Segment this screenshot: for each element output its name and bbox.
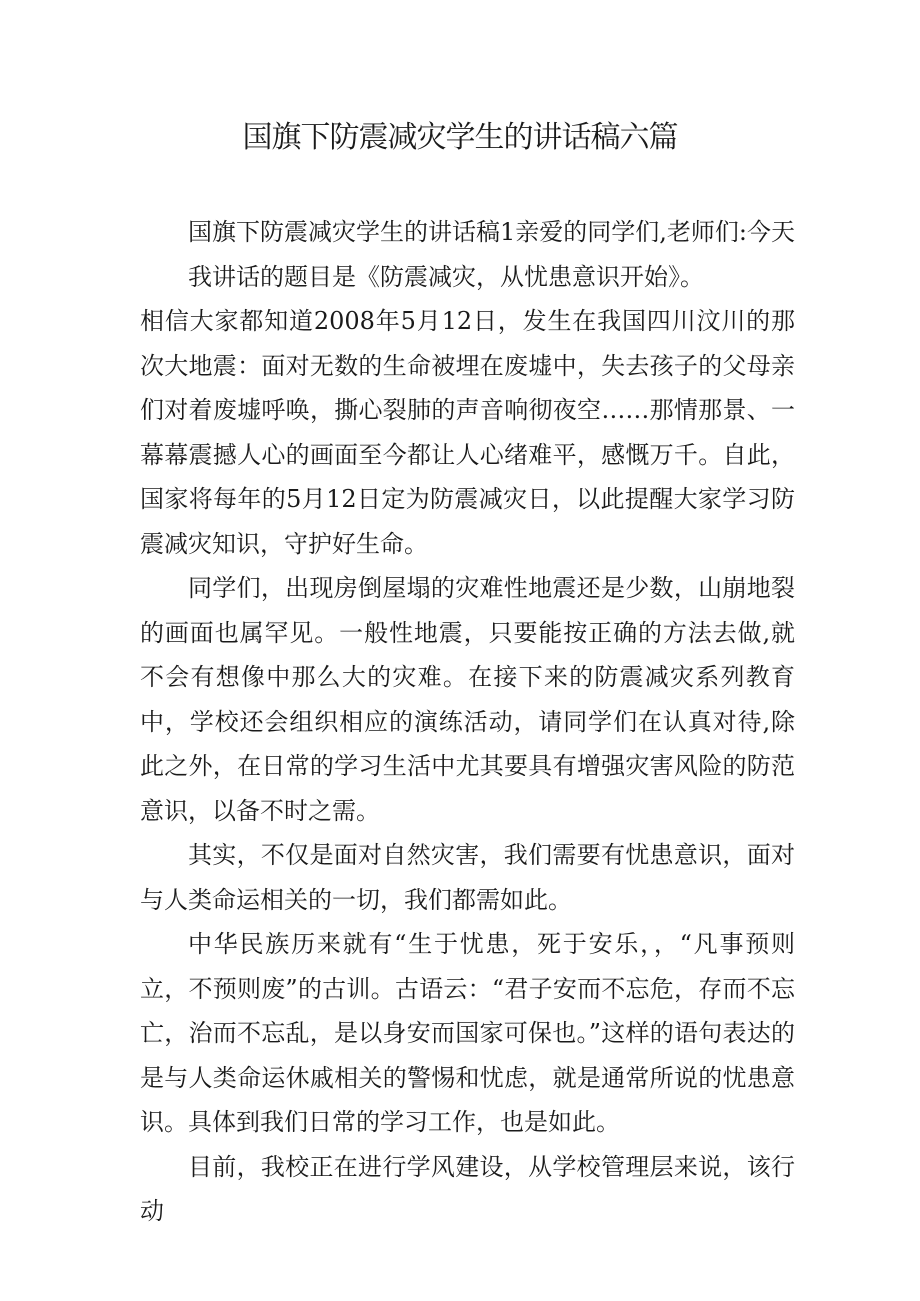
paragraph-5: 中华民族历来就有“生于忧患，死于安乐，，“凡事预则立，不预则废”的古训。古语云：“君子安而不忘危，存而不忘亡，治而不忘乱，是以身安而国家可保也。”这样的语句表达的是与人类命运休戚相关的警惕和忧虑，就是通常所说的忧患意识。具体到我们日常的学习工作，也是如此。: [140, 930, 795, 1136]
paragraph-2: 相信大家都知道2008年5月12日，发生在我国四川汶川的那次大地震：面对无数的生命被埋在废墟中，失去孩子的父母亲们对着废墟呼唤，撕心裂肺的声音响彻夜空……那情那景、一幕幕震撼人心的画面至今都让人心绪难平，感慨万千。自此，国家将每年的5月12日定为防震减灾日，以此提醒大家学习防震减灾知识，守护好生命。: [140, 307, 795, 558]
paragraph-3: 同学们，出现房倒屋塌的灾难性地震还是少数，山崩地裂的画面也属罕见。一般性地震，只要能按正确的方法去做,就不会有想像中那么大的灾难。在接下来的防震减灾系列教育中，学校还会组织相应的演练活动，请同学们在认真对待,除此之外，在日常的学习生活中尤其要具有增强灾害风险的防范意识，以备不时之需。: [140, 574, 795, 825]
paragraph-1: 国旗下防震减灾学生的讲话稿1亲爱的同学们,老师们:今天我讲话的题目是《防震减灾，从忧患意识开始》。: [188, 218, 795, 291]
paragraph-4: 其实，不仅是面对自然灾害，我们需要有忧患意识，面对与人类命运相关的一切，我们都需如此。: [140, 841, 795, 914]
document-title: 国旗下防震减灾学生的讲话稿六篇: [242, 120, 678, 155]
document-body: [140, 210, 795, 1234]
paragraph-6: 目前，我校正在进行学风建设，从学校管理层来说，该行动: [140, 1152, 795, 1225]
